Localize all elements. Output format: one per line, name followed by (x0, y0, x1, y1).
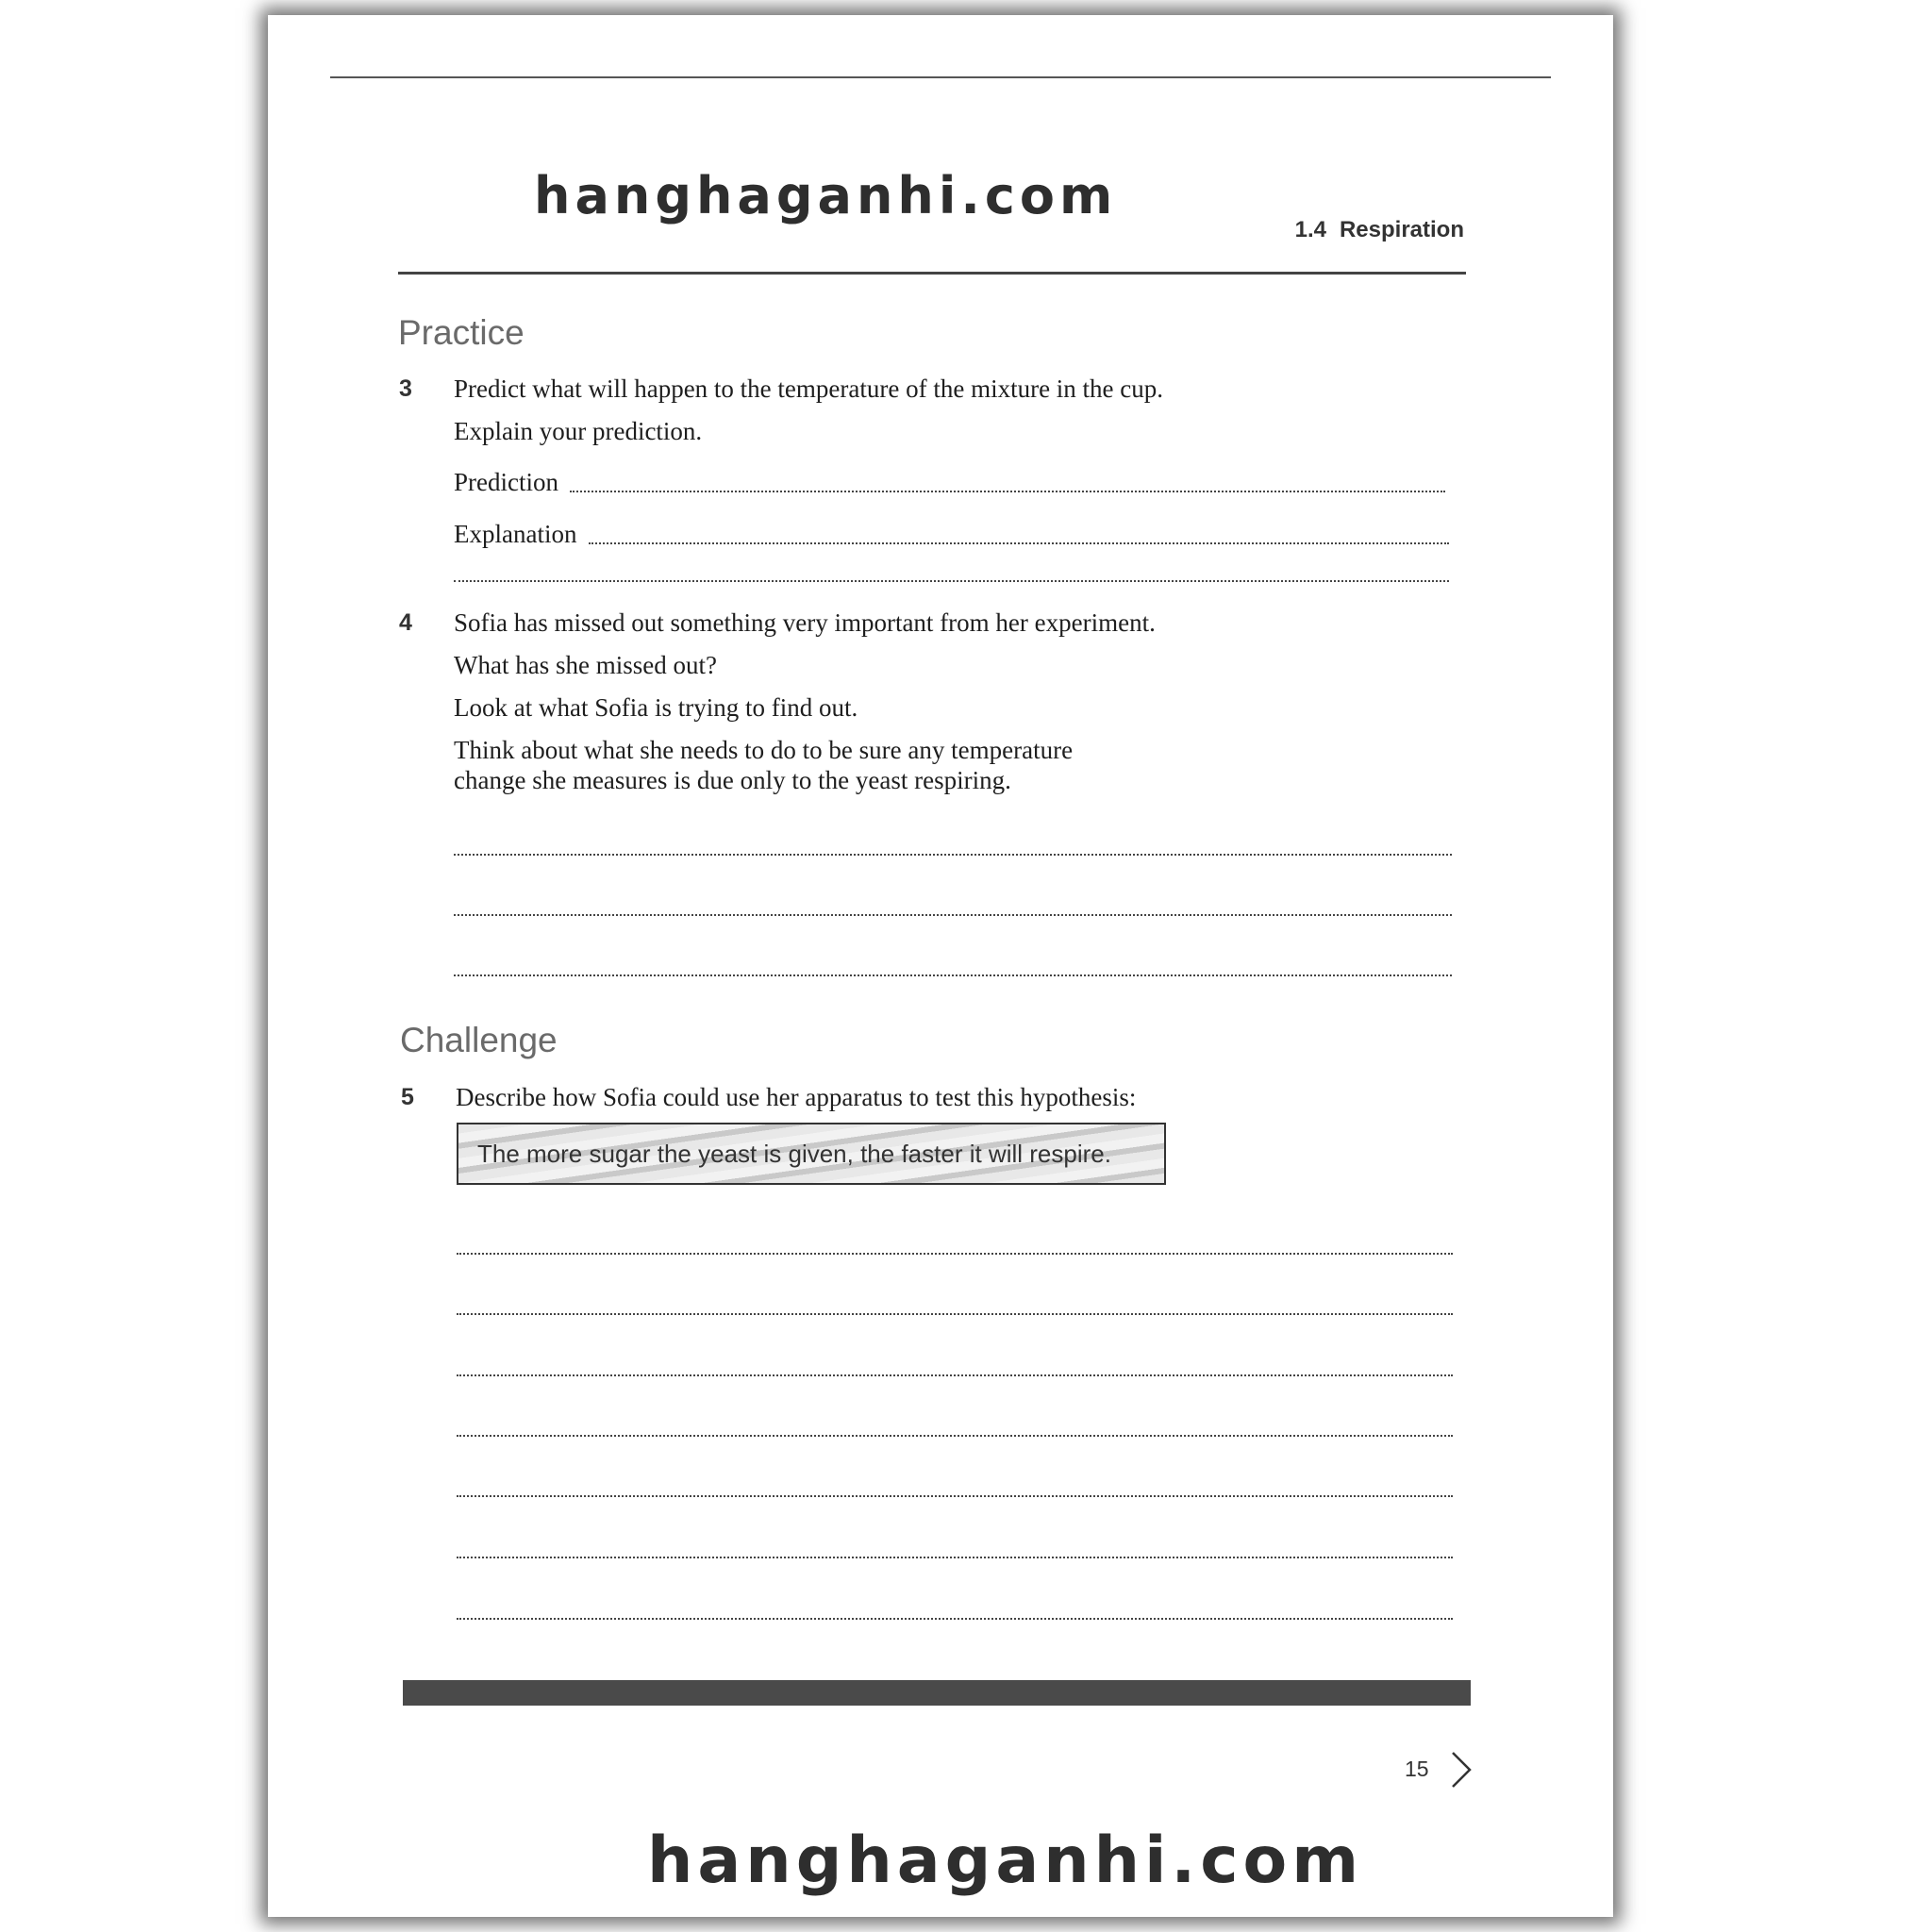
question-4-answer-line[interactable] (454, 974, 1452, 976)
question-4-answer-line[interactable] (454, 914, 1452, 916)
section-number: 1.4 (1294, 217, 1326, 242)
explanation-answer-line[interactable] (589, 542, 1449, 544)
question-4-line-1: Sofia has missed out something very important from her experiment. (454, 608, 1156, 637)
workbook-page (268, 15, 1613, 1917)
section-title: Respiration (1339, 217, 1464, 242)
section-label (1295, 217, 1464, 243)
question-4-answer-line[interactable] (454, 854, 1452, 856)
top-rule (330, 76, 1551, 78)
question-5-answer-line[interactable] (457, 1495, 1453, 1497)
hypothesis-text: The more sugar the yeast is given, the faster it will respire. (477, 1140, 1111, 1168)
challenge-heading: Challenge (400, 1021, 558, 1059)
question-4-line-5: change she measures is due only to the yeast respiring. (454, 766, 1011, 794)
question-4-line-3: Look at what Sofia is trying to find out. (454, 693, 858, 722)
practice-heading: Practice (398, 313, 525, 352)
question-3-number: 3 (399, 375, 412, 402)
question-4-line-2: What has she missed out? (454, 651, 717, 679)
prediction-label: Prediction (454, 468, 564, 497)
chevron-right-icon (1447, 1749, 1475, 1790)
question-3-line-1: Predict what will happen to the temperature of the mixture in the cup. (454, 375, 1164, 403)
explanation-answer-line-2[interactable] (454, 580, 1449, 582)
question-5-answer-line[interactable] (457, 1253, 1453, 1255)
question-5-text: Describe how Sofia could use her apparatus to test this hypothesis: (456, 1083, 1137, 1111)
question-5-answer-line[interactable] (457, 1557, 1453, 1558)
question-5-number: 5 (401, 1084, 414, 1110)
explanation-label: Explanation (454, 520, 582, 549)
footer-bar (403, 1680, 1471, 1706)
watermark-top: hanghaganhi.com (534, 166, 1118, 225)
watermark-bottom: hanghaganhi.com (647, 1824, 1364, 1898)
question-5-answer-line[interactable] (457, 1374, 1453, 1376)
page-number: 15 (1405, 1757, 1429, 1781)
prediction-answer-line[interactable] (570, 491, 1445, 492)
question-5-answer-line[interactable] (457, 1435, 1453, 1437)
question-3-line-2: Explain your prediction. (454, 417, 703, 445)
question-4-number: 4 (399, 609, 412, 636)
hypothesis-box (457, 1123, 1166, 1185)
header-rule (398, 272, 1466, 275)
question-5-answer-line[interactable] (457, 1313, 1453, 1315)
question-4-line-4: Think about what she needs to do to be sure any temperature (454, 736, 1074, 764)
question-5-answer-line[interactable] (457, 1618, 1453, 1620)
